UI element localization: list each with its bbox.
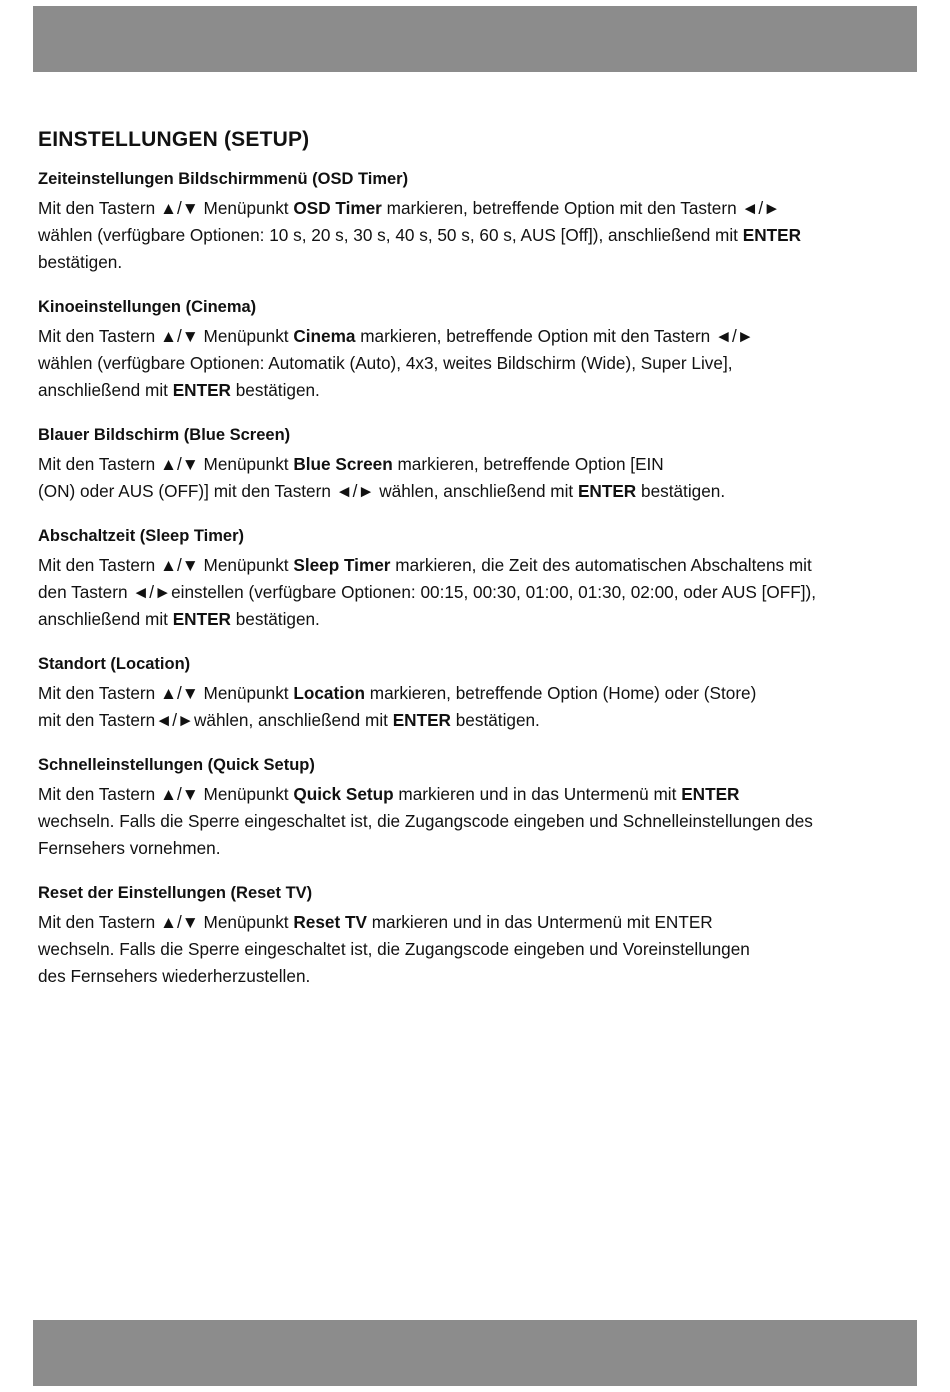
body-text: Mit den Tastern ▲/▼ Menüpunkt bbox=[38, 326, 294, 346]
bold-term: Blue Screen bbox=[293, 454, 393, 474]
section-body bbox=[38, 909, 918, 990]
section-body bbox=[38, 680, 918, 734]
section-heading: Standort (Location) bbox=[38, 655, 191, 673]
footer-band bbox=[33, 1320, 917, 1386]
body-text: wechseln. Falls die Sperre eingeschaltet ist, die Zugangscode eingeben und Schnelleinstellungen des Fernsehers vornehmen. bbox=[38, 811, 813, 858]
body-text: Mit den Tastern ▲/▼ Menüpunkt bbox=[38, 683, 294, 703]
setup-section bbox=[38, 426, 918, 505]
body-text: markieren, betreffende Option mit den Tastern ◄/► wählen (verfügbare Optionen: 10 s, 20 s, 30 s, 40 s, 50 s, 60 s, AUS [Off]), anschließend mit bbox=[38, 198, 781, 245]
body-text: bestätigen. bbox=[230, 609, 320, 629]
setup-section bbox=[38, 655, 918, 734]
body-text: bestätigen. bbox=[636, 481, 726, 501]
section-body bbox=[38, 323, 918, 404]
body-text: markieren, betreffende Option (Home) oder (Store) mit den Tastern◄/►wählen, anschließend mit bbox=[38, 683, 757, 730]
body-text: Mit den Tastern ▲/▼ Menüpunkt bbox=[38, 198, 294, 218]
page-content bbox=[38, 128, 918, 1012]
bold-term: Sleep Timer bbox=[293, 555, 391, 575]
bold-term: Location bbox=[293, 683, 365, 703]
bold-term: ENTER bbox=[172, 380, 231, 400]
body-text: bestätigen. bbox=[450, 710, 540, 730]
section-list bbox=[38, 170, 918, 990]
bold-term: ENTER bbox=[681, 784, 740, 804]
section-heading: Schnelleinstellungen (Quick Setup) bbox=[38, 756, 315, 774]
setup-section bbox=[38, 298, 918, 404]
bold-term: ENTER bbox=[742, 225, 802, 245]
bold-term: ENTER bbox=[577, 481, 637, 501]
body-text: markieren und in das Untermenü mit ENTER wechseln. Falls die Sperre eingeschaltet ist, die Zugangscode eingeben und Voreinstellungen des Fernsehers wiederherzustellen. bbox=[38, 912, 750, 986]
body-text: Mit den Tastern ▲/▼ Menüpunkt bbox=[38, 912, 294, 932]
section-body bbox=[38, 195, 918, 276]
body-text: markieren und in das Untermenü mit bbox=[393, 784, 682, 804]
section-body bbox=[38, 451, 918, 505]
section-body bbox=[38, 781, 918, 862]
page-title: EINSTELLUNGEN (SETUP) bbox=[38, 128, 310, 151]
bold-term: ENTER bbox=[392, 710, 451, 730]
body-text: markieren, die Zeit des automatischen Abschaltens mit den Tastern ◄/►einstellen (verfügbare Optionen: 00:15, 00:30, 01:00, 01:30, 02:00, oder AUS [OFF]), anschließend mit bbox=[38, 555, 817, 629]
body-text: bestätigen. bbox=[230, 380, 320, 400]
section-heading: Zeiteinstellungen Bildschirmmenü (OSD Timer) bbox=[38, 170, 409, 188]
setup-section bbox=[38, 756, 918, 862]
section-body bbox=[38, 552, 918, 633]
setup-section bbox=[38, 527, 918, 633]
body-text: markieren, betreffende Option [EIN (ON) oder AUS (OFF)] mit den Tastern ◄/► wählen, anschließend mit bbox=[38, 454, 664, 501]
bold-term: ENTER bbox=[172, 609, 231, 629]
section-heading: Kinoeinstellungen (Cinema) bbox=[38, 298, 257, 316]
header-band bbox=[33, 6, 917, 72]
section-heading: Reset der Einstellungen (Reset TV) bbox=[38, 884, 313, 902]
bold-term: OSD Timer bbox=[293, 198, 382, 218]
body-text: bestätigen. bbox=[38, 252, 123, 272]
body-text: markieren, betreffende Option mit den Tastern ◄/► wählen (verfügbare Optionen: Automatik (Auto), 4x3, weites Bildschirm (Wide), Super Live], anschließend mit bbox=[38, 326, 754, 400]
body-text: Mit den Tastern ▲/▼ Menüpunkt bbox=[38, 555, 294, 575]
bold-term: Quick Setup bbox=[293, 784, 394, 804]
body-text: Mit den Tastern ▲/▼ Menüpunkt bbox=[38, 784, 294, 804]
setup-section bbox=[38, 884, 918, 990]
section-heading: Blauer Bildschirm (Blue Screen) bbox=[38, 426, 291, 444]
section-heading: Abschaltzeit (Sleep Timer) bbox=[38, 527, 245, 545]
body-text: Mit den Tastern ▲/▼ Menüpunkt bbox=[38, 454, 294, 474]
bold-term: Cinema bbox=[293, 326, 356, 346]
bold-term: Reset TV bbox=[293, 912, 367, 932]
setup-section bbox=[38, 170, 918, 276]
